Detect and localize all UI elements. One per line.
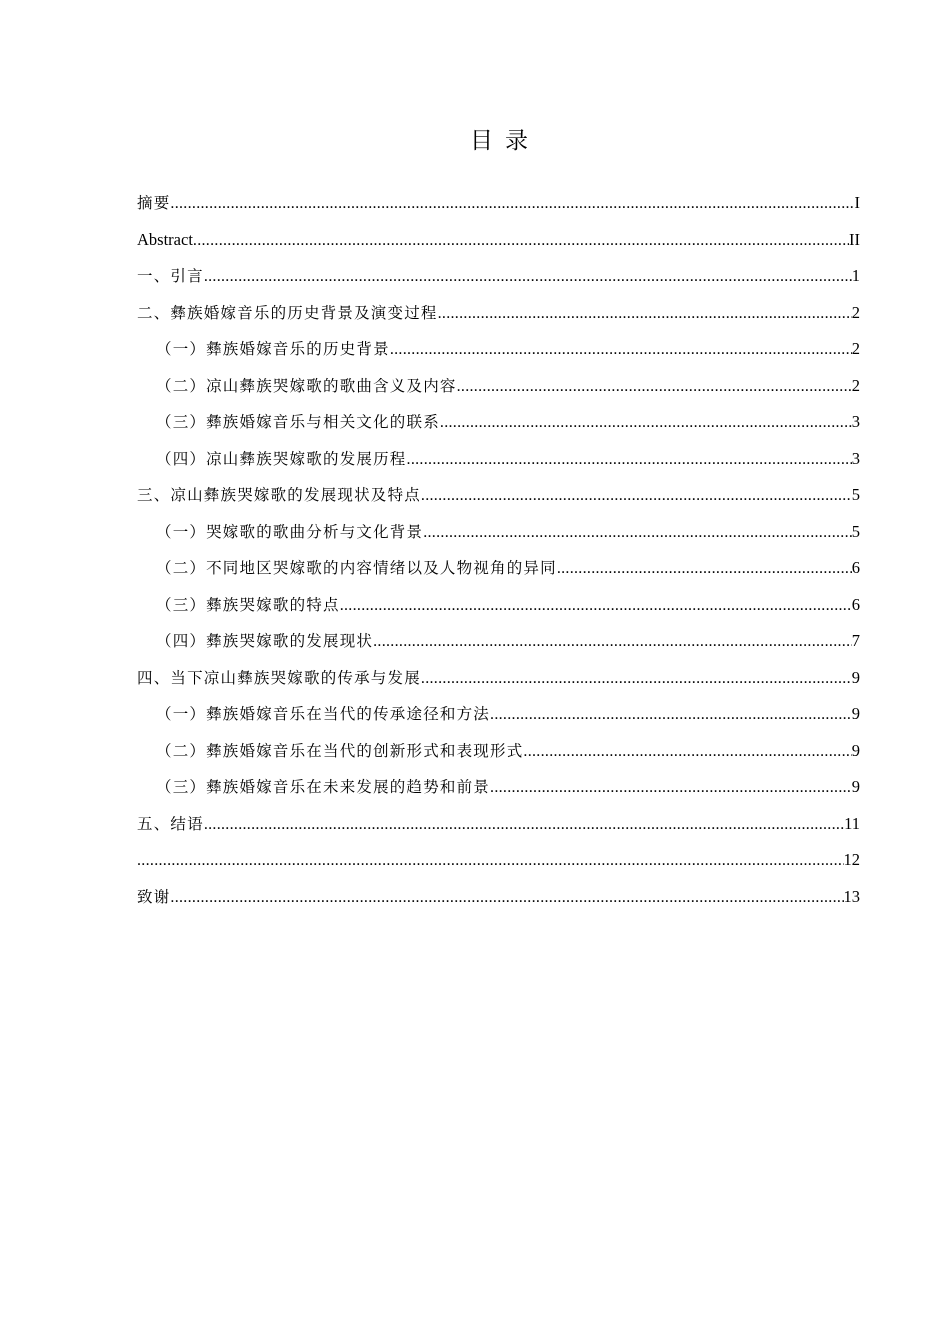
toc-entry-label: （三）彝族婚嫁音乐与相关文化的联系 [156, 413, 440, 431]
toc-entry-8[interactable] [137, 445, 860, 482]
toc-entry-17[interactable] [137, 773, 860, 810]
toc-entry-page-number: 13 [843, 886, 860, 906]
toc-entry-label: Abstract [137, 229, 193, 249]
toc-entry-2[interactable] [137, 226, 860, 263]
toc-entry-page-number: 2 [851, 375, 860, 395]
toc-dot-leader [137, 847, 844, 875]
toc-entry-page-number: 6 [851, 594, 860, 614]
toc-entry-1[interactable] [137, 189, 860, 226]
toc-entry-label: 摘要 [137, 194, 171, 212]
toc-entry-13[interactable] [137, 627, 860, 664]
toc-entry-label: 四、当下凉山彝族哭嫁歌的传承与发展 [137, 668, 421, 687]
toc-entry-label: （一）彝族婚嫁音乐在当代的传承途径和方法 [156, 705, 491, 723]
toc-dot-leader [390, 336, 852, 364]
toc-dot-leader [204, 263, 852, 291]
toc-entry-label: 致谢 [137, 887, 171, 906]
toc-entry-page-number: 5 [851, 485, 860, 504]
toc-entry-page-number: 6 [851, 558, 860, 577]
toc-entry-16[interactable] [137, 737, 860, 774]
toc-dot-leader [373, 628, 852, 656]
toc-entry-19[interactable] [137, 846, 860, 883]
toc-entry-page-number: 12 [843, 850, 860, 869]
toc-entry-page-number: 3 [851, 412, 860, 431]
toc-entry-4[interactable] [137, 299, 860, 336]
toc-entry-page-number: 11 [844, 813, 860, 833]
toc-entry-label: （四）彝族哭嫁歌的发展现状 [156, 632, 374, 650]
toc-title: 目录 [470, 128, 540, 154]
toc-dot-leader [193, 227, 849, 255]
toc-dot-leader [523, 738, 851, 766]
toc-entry-page-number: 5 [851, 521, 860, 541]
toc-entry-label: （二）彝族婚嫁音乐在当代的创新形式和表现形式 [156, 741, 524, 760]
toc-dot-leader [440, 409, 852, 437]
toc-dot-leader [557, 555, 852, 583]
toc-entry-page-number: 7 [851, 631, 860, 650]
toc-entry-11[interactable] [137, 554, 860, 591]
toc-entry-12[interactable] [137, 591, 860, 628]
toc-entry-label: （二）凉山彝族哭嫁歌的歌曲含义及内容 [156, 376, 457, 395]
toc-entry-page-number: 9 [851, 704, 860, 723]
toc-entry-10[interactable] [137, 518, 860, 555]
toc-entry-14[interactable] [137, 664, 860, 701]
toc-entry-page-number: 2 [851, 339, 860, 358]
toc-entry-label: （三）彝族婚嫁音乐在未来发展的趋势和前景 [156, 778, 491, 796]
toc-entry-18[interactable] [137, 810, 860, 847]
toc-entry-label: （二）不同地区哭嫁歌的内容情绪以及人物视角的异同 [156, 559, 557, 577]
toc-entry-label: 三、凉山彝族哭嫁歌的发展现状及特点 [137, 486, 421, 504]
toc-entry-label: （一）哭嫁歌的歌曲分析与文化背景 [156, 522, 424, 541]
toc-entry-page-number: 1 [851, 266, 860, 285]
toc-dot-leader [407, 446, 852, 474]
toc-entry-label: （一）彝族婚嫁音乐的历史背景 [156, 340, 390, 358]
toc-entry-label: 二、彝族婚嫁音乐的历史背景及演变过程 [137, 303, 438, 322]
toc-dot-leader [438, 300, 852, 328]
toc-entry-page-number: 9 [851, 777, 860, 796]
toc-entry-page-number: 9 [851, 740, 860, 760]
toc-entry-label: 五、结语 [137, 814, 204, 833]
toc-dot-leader [421, 665, 852, 693]
toc-entry-page-number: 9 [851, 667, 860, 687]
toc-entry-6[interactable] [137, 372, 860, 409]
toc-entry-20[interactable] [137, 883, 860, 920]
table-of-contents [137, 189, 860, 919]
toc-entry-label: （三）彝族哭嫁歌的特点 [156, 595, 340, 614]
toc-entry-5[interactable] [137, 335, 860, 372]
toc-dot-leader [170, 884, 843, 912]
toc-dot-leader [423, 519, 852, 547]
toc-entry-page-number: I [854, 193, 860, 212]
toc-dot-leader [204, 811, 844, 839]
toc-entry-9[interactable] [137, 481, 860, 518]
toc-entry-label: （四）凉山彝族哭嫁歌的发展历程 [156, 449, 407, 468]
toc-entry-label: 一、引言 [137, 267, 204, 285]
toc-dot-leader [457, 373, 852, 401]
toc-entry-7[interactable] [137, 408, 860, 445]
toc-entry-15[interactable] [137, 700, 860, 737]
toc-dot-leader [490, 701, 852, 729]
toc-dot-leader [170, 190, 854, 218]
toc-entry-page-number: II [849, 229, 860, 249]
toc-dot-leader [340, 592, 852, 620]
toc-dot-leader [421, 482, 852, 510]
toc-entry-page-number: 3 [851, 448, 860, 468]
toc-entry-page-number: 2 [851, 302, 860, 322]
toc-entry-3[interactable] [137, 262, 860, 299]
toc-dot-leader [490, 774, 852, 802]
